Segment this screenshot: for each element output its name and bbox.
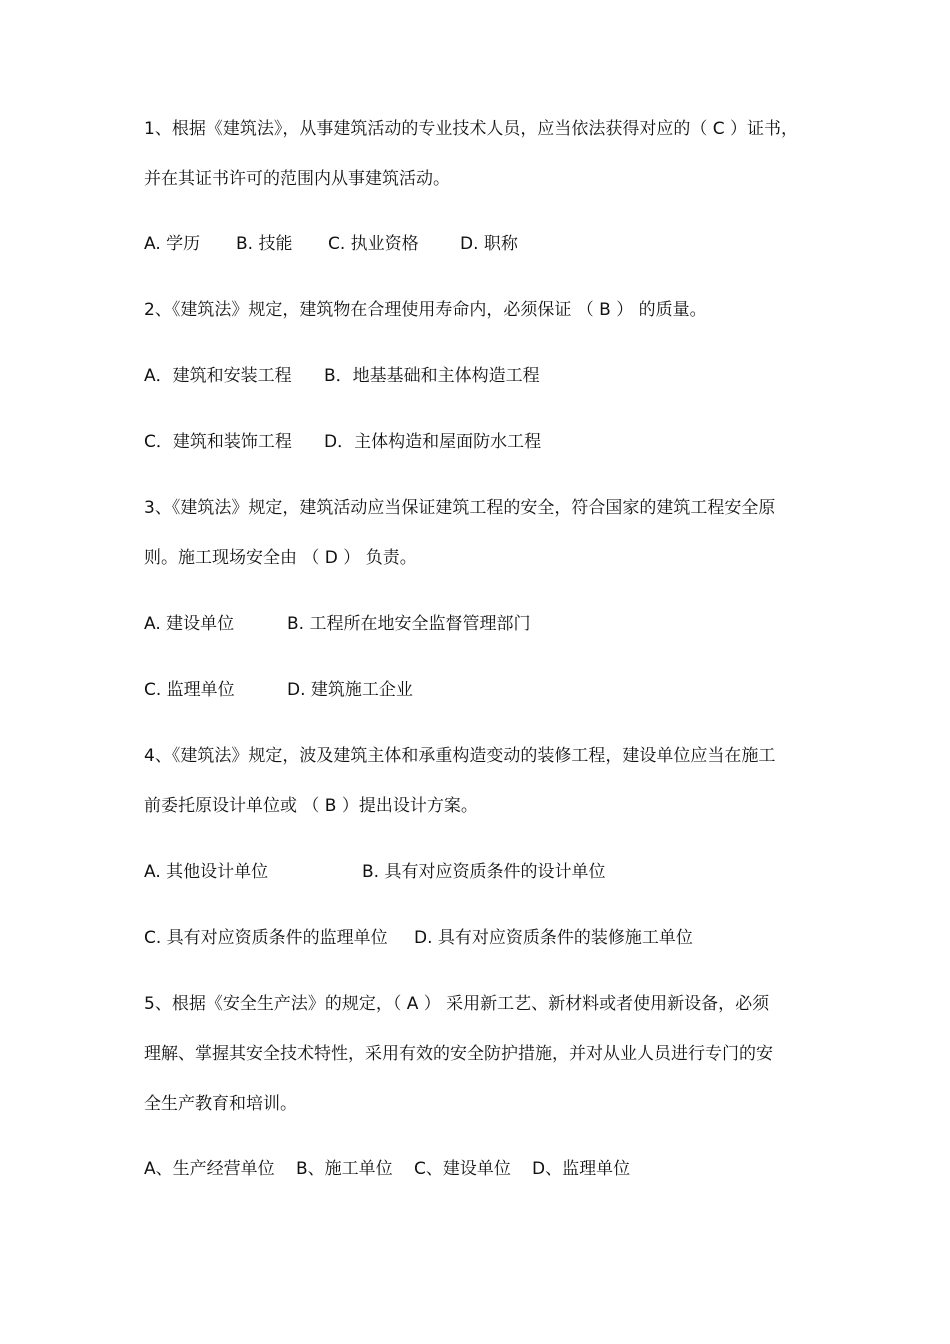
question-1-option-d: D. 职称 bbox=[460, 234, 518, 254]
question-3-option-d: D. 建筑施工企业 bbox=[287, 680, 413, 700]
question-2-option-d: D．主体构造和屋面防水工程 bbox=[324, 432, 542, 452]
question-2-options-row-1 bbox=[144, 364, 824, 388]
question-5-options bbox=[144, 1157, 824, 1181]
question-4-options-row-2 bbox=[144, 926, 824, 950]
question-5-stem-line-2: 理解、掌握其安全技术特性，采用有效的安全防护措施，并对从业人员进行专门的安 bbox=[144, 1044, 773, 1064]
question-3-option-a: A. 建设单位 bbox=[144, 614, 235, 634]
question-3-option-b: B. 工程所在地安全监督管理部门 bbox=[287, 614, 531, 634]
question-1-stem-line-1: 1、根据《建筑法》，从事建筑活动的专业技术人员，应当依法获得对应的（ C ）证书， bbox=[144, 119, 798, 139]
question-5-stem-line-3: 全生产教育和培训。 bbox=[144, 1094, 297, 1114]
question-5-option-a: A、生产经营单位 bbox=[144, 1159, 275, 1179]
question-4-option-b: B. 具有对应资质条件的设计单位 bbox=[362, 862, 606, 882]
question-4-option-a: A. 其他设计单位 bbox=[144, 862, 269, 882]
question-1-stem-line-2: 并在其证书许可的范围内从事建筑活动。 bbox=[144, 169, 450, 189]
question-4-stem-line-1: 4、《建筑法》规定，波及建筑主体和承重构造变动的装修工程，建设单位应当在施工 bbox=[144, 746, 776, 766]
question-1-option-a: A. 学历 bbox=[144, 234, 201, 254]
question-2-option-c: C．建筑和装饰工程 bbox=[144, 432, 292, 452]
question-2-stem-line-1: 2、《建筑法》规定，建筑物在合理使用寿命内，必须保证 （ B ） 的质量。 bbox=[144, 300, 707, 320]
question-5-stem-line-1: 5、根据《安全生产法》的规定，（ A ） 采用新工艺、新材料或者使用新设备，必须 bbox=[144, 994, 770, 1014]
question-3-option-c: C. 监理单位 bbox=[144, 680, 235, 700]
question-3-options-row-1 bbox=[144, 612, 824, 636]
question-1-option-c: C. 执业资格 bbox=[328, 234, 419, 254]
question-2-option-a: A．建筑和安装工程 bbox=[144, 366, 292, 386]
question-4-options-row-1 bbox=[144, 860, 824, 884]
question-2-options-row-2 bbox=[144, 430, 824, 454]
question-3-stem-line-2: 则。施工现场安全由 （ D ） 负责。 bbox=[144, 548, 417, 568]
question-5-option-c: C、建设单位 bbox=[414, 1159, 511, 1179]
question-1-options bbox=[144, 232, 824, 256]
question-4-option-d: D. 具有对应资质条件的装修施工单位 bbox=[414, 928, 693, 948]
question-4-stem-line-2: 前委托原设计单位或 （ B ）提出设计方案。 bbox=[144, 796, 478, 816]
question-3-stem-line-1: 3、《建筑法》规定，建筑活动应当保证建筑工程的安全，符合国家的建筑工程安全原 bbox=[144, 498, 776, 518]
question-2-option-b: B．地基基础和主体构造工程 bbox=[324, 366, 540, 386]
question-3-options-row-2 bbox=[144, 678, 824, 702]
question-1-option-b: B. 技能 bbox=[236, 234, 293, 254]
question-4-option-c: C. 具有对应资质条件的监理单位 bbox=[144, 928, 388, 948]
question-5-option-b: B、施工单位 bbox=[296, 1159, 393, 1179]
question-5-option-d: D、监理单位 bbox=[532, 1159, 631, 1179]
